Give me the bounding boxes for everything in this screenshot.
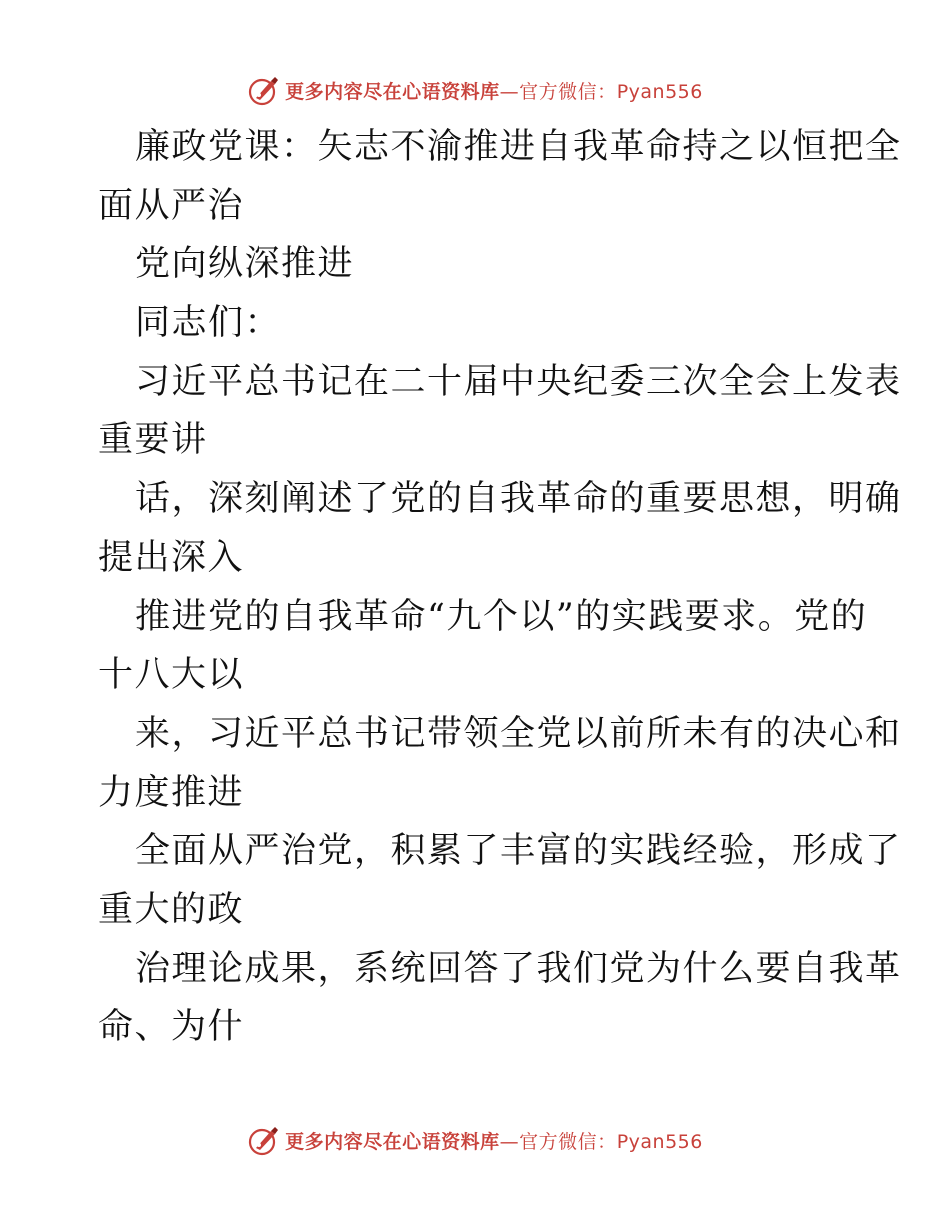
banner-contact-id: Pyan556 [616,1130,703,1153]
body-text-line: 提出深入 [98,537,245,578]
banner-text [285,77,703,104]
pen-logo-icon [247,1123,281,1157]
body-text-line: 廉政党课：矢志不渝推进自我革命持之以恒把全 [135,127,902,167]
body-text-line: 习近平总书记在二十届中央纪委三次全会上发表 [135,361,902,402]
document-body [98,118,902,1057]
pen-logo-icon [247,73,281,107]
banner-text [285,1127,703,1154]
banner-contact-text: 官方微信： [519,80,617,103]
body-text-line: 命、为什 [98,1007,245,1048]
body-text-line: 党向纵深推进 [135,244,355,285]
banner-separator: — [499,1130,520,1153]
body-text-line: 同志们： [135,303,282,344]
body-text-line: 重大的政 [98,889,245,930]
body-text-line: 重要讲 [98,420,208,461]
body-text-line: 话，深刻阐述了党的自我革命的重要思想，明确 [135,479,902,520]
body-text-line: 治理论成果，系统回答了我们党为什么要自我革 [135,948,902,989]
footer-watermark-banner [0,1120,950,1160]
body-text-line: 力度推进 [98,772,245,813]
body-text-line: 面从严治 [98,185,245,226]
banner-separator: — [499,80,520,103]
banner-site-text: 更多内容尽在心语资料库 [285,80,500,103]
body-text-line: 十八大以 [98,655,245,696]
banner-contact-text: 官方微信： [519,1130,617,1153]
banner-contact-id: Pyan556 [616,80,703,103]
body-text-line: 全面从严治党，积累了丰富的实践经验，形成了 [135,831,902,872]
banner-site-text: 更多内容尽在心语资料库 [285,1130,500,1153]
header-watermark-banner [0,70,950,110]
body-text-line: 推进党的自我革命“九个以”的实践要求。党的 [135,596,868,637]
body-text-line: 来，习近平总书记带领全党以前所未有的决心和 [135,713,902,754]
